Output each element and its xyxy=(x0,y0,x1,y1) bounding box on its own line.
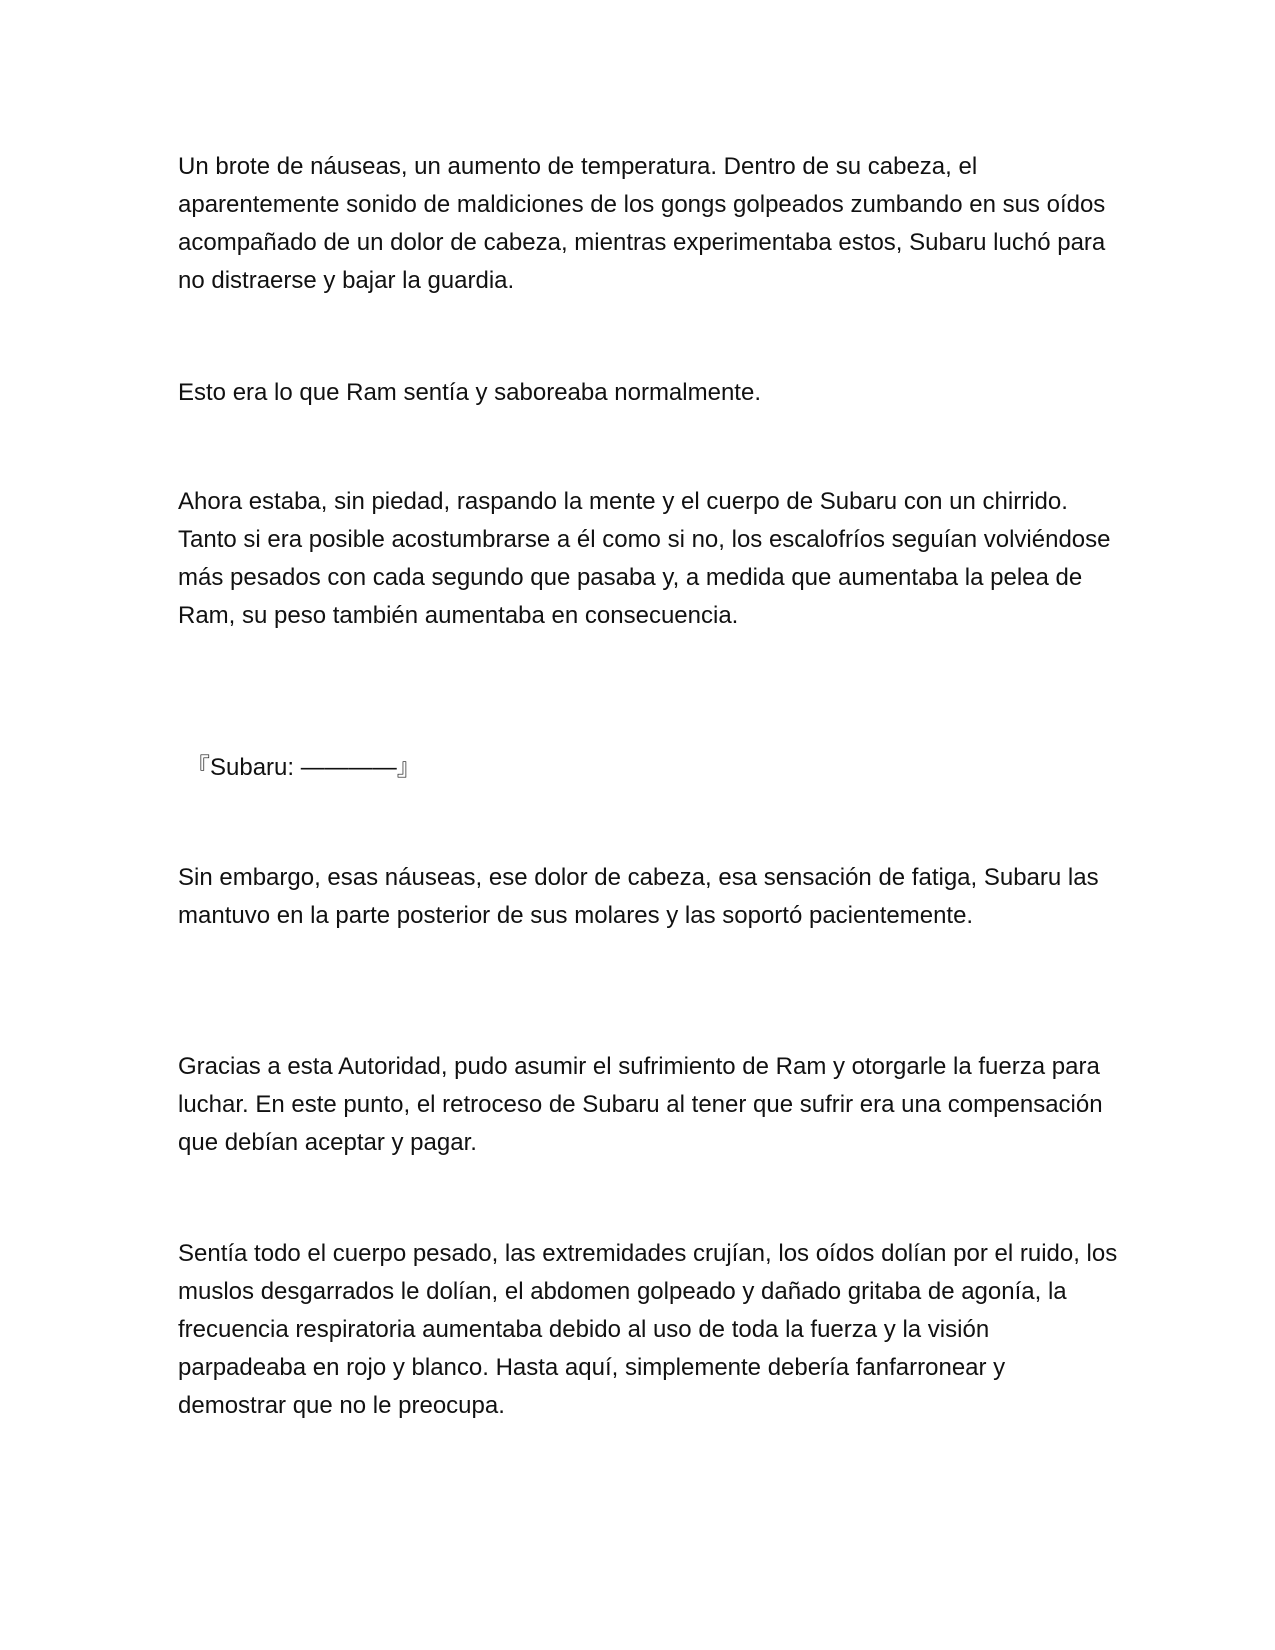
paragraph-3: Ahora estaba, sin piedad, raspando la mente y el cuerpo de Subaru con un chirrido. Tanto si era posible acostumbrarse a él como si no, los escalofríos seguían volviéndose más pesados con cada segundo que pasaba y, a medida que aumentaba la pelea de Ram, su peso también aumentaba en consecuencia. xyxy=(178,488,1111,629)
paragraph-6: Gracias a esta Autoridad, pudo asumir el sufrimiento de Ram y otorgarle la fuerza para luchar. En este punto, el retroceso de Subaru al tener que sufrir era una compensación que debían aceptar y pagar. xyxy=(178,1053,1103,1156)
paragraph-2: Esto era lo que Ram sentía y saboreaba normalmente. xyxy=(178,379,761,406)
paragraph-7: Sentía todo el cuerpo pesado, las extremidades crujían, los oídos dolían por el ruido, los muslos desgarrados le dolían, el abdomen golpeado y dañado gritaba de agonía, la frecuencia respiratoria aumentaba debido al uso de toda la fuerza y la visión parpadeaba en rojo y blanco. Hasta aquí, simplemente debería fanfarronear y demostrar que no le preocupa. xyxy=(178,1240,1118,1419)
paragraph-5: Sin embargo, esas náuseas, ese dolor de cabeza, esa sensación de fatiga, Subaru las mantuvo en la parte posterior de sus molares y las soportó pacientemente. xyxy=(178,864,1099,929)
paragraph-1: Un brote de náuseas, un aumento de temperatura. Dentro de su cabeza, el aparentemente sonido de maldiciones de los gongs golpeados zumbando en sus oídos acompañado de un dolor de cabeza, mientras experimentaba estos, Subaru luchó para no distraerse y bajar la guardia. xyxy=(178,153,1106,294)
dialogue-line: 『Subaru: ————』 xyxy=(186,754,421,781)
